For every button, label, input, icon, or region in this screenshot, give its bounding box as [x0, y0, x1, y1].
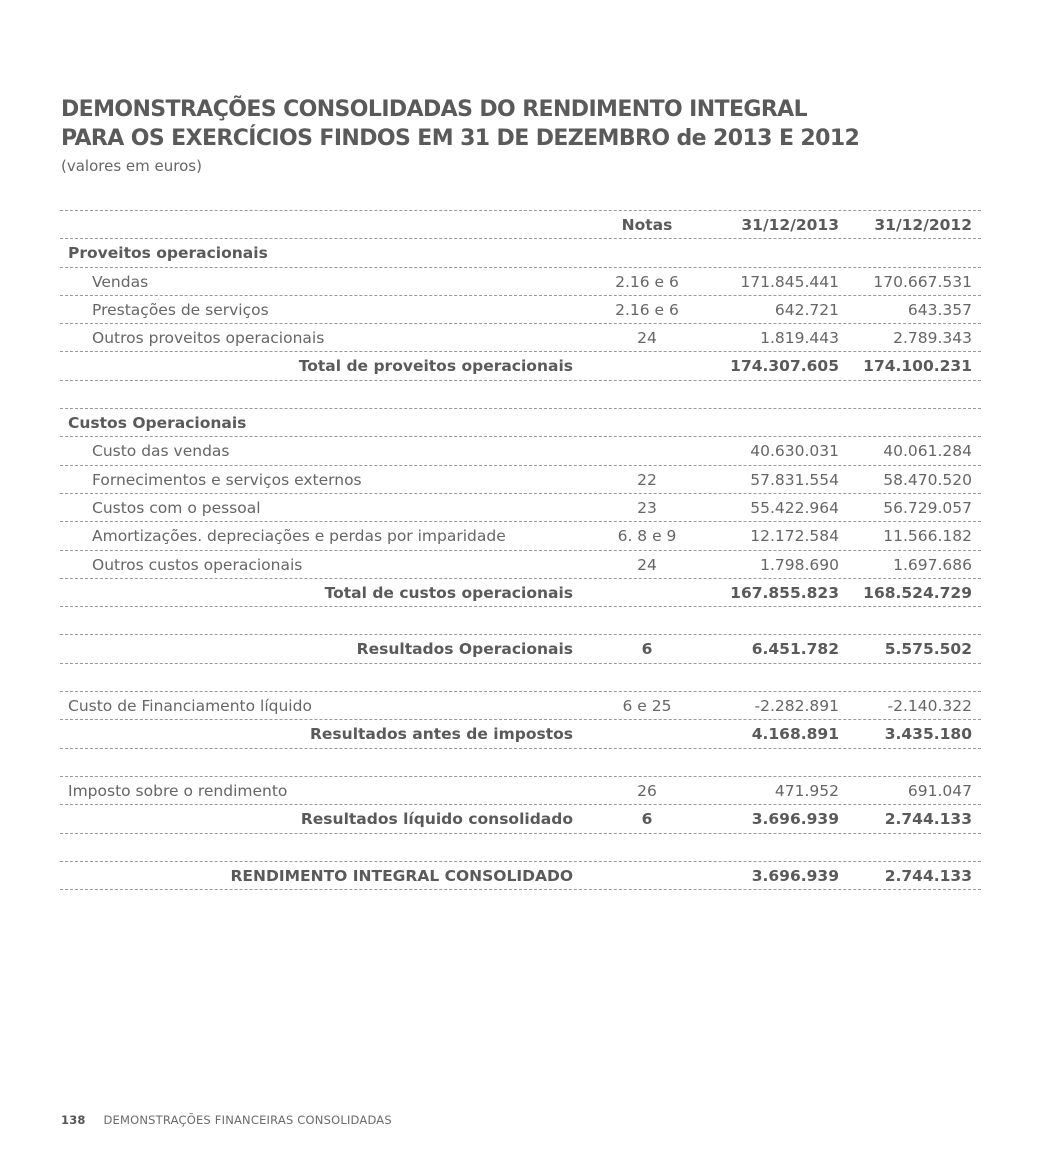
row-value-2013: 167.855.823	[730, 583, 839, 602]
row-notes: 2.16 e 6	[615, 300, 679, 319]
row-label: Outros custos operacionais	[92, 555, 303, 574]
row-value-2012: 168.524.729	[863, 583, 972, 602]
row-notes: 24	[637, 329, 657, 348]
row-label: Total de proveitos operacionais	[298, 357, 573, 376]
row-value-2013: 55.422.964	[750, 498, 839, 517]
table-row	[60, 551, 981, 579]
row-value-2012: 56.729.057	[883, 498, 972, 517]
row-notes: 24	[637, 555, 657, 574]
row-value-2013: 1.819.443	[760, 329, 839, 348]
row-value-2012: 3.435.180	[884, 725, 972, 744]
row-value-2013: 57.831.554	[750, 470, 839, 489]
row-label: Outros proveitos operacionais	[92, 329, 325, 348]
row-value-2012: 2.744.133	[884, 810, 972, 829]
row-value-2012: 174.100.231	[863, 357, 972, 376]
row-notes: 6	[641, 810, 653, 829]
spacer-row	[60, 749, 981, 777]
row-notes: 22	[637, 470, 657, 489]
footer-section-title: DEMONSTRAÇÕES FINANCEIRAS CONSOLIDADAS	[103, 1113, 392, 1127]
total-row	[60, 635, 981, 663]
row-value-2012: 5.575.502	[884, 640, 972, 659]
table-header-row	[60, 211, 981, 239]
header-2012: 31/12/2012	[874, 216, 972, 234]
row-label: RENDIMENTO INTEGRAL CONSOLIDADO	[230, 866, 573, 885]
row-value-2012: 2.744.133	[884, 866, 972, 885]
row-value-2012: 58.470.520	[883, 470, 972, 489]
row-label: Total de custos operacionais	[324, 583, 573, 602]
row-value-2012: 40.061.284	[883, 442, 972, 461]
total-row	[60, 579, 981, 607]
row-value-2012: -2.140.322	[887, 697, 972, 716]
total-row	[60, 720, 981, 748]
row-value-2013: 642.721	[774, 300, 839, 319]
table-row	[60, 324, 981, 352]
spacer-row	[60, 381, 981, 409]
section-heading-row	[60, 239, 981, 267]
row-label: Resultados Operacionais	[356, 640, 573, 659]
table-row	[60, 692, 981, 720]
table-row	[60, 466, 981, 494]
spacer-row	[60, 664, 981, 692]
row-label: Vendas	[92, 272, 149, 291]
row-value-2012: 170.667.531	[873, 272, 972, 291]
row-value-2013: 40.630.031	[750, 442, 839, 461]
row-notes: 6 e 25	[622, 697, 672, 716]
title-line-2: PARA OS EXERCÍCIOS FINDOS EM 31 DE DEZEMBRO de 2013 E 2012	[61, 126, 860, 151]
row-label: Fornecimentos e serviços externos	[92, 470, 362, 489]
table-row	[60, 437, 981, 465]
header-2013: 31/12/2013	[741, 216, 839, 234]
row-label: Amortizações. depreciações e perdas por imparidade	[92, 527, 506, 546]
row-value-2013: 171.845.441	[740, 272, 839, 291]
section-heading-row	[60, 409, 981, 437]
row-value-2013: 12.172.584	[750, 527, 839, 546]
row-value-2013: 4.168.891	[751, 725, 839, 744]
total-row	[60, 352, 981, 380]
row-value-2012: 2.789.343	[893, 329, 972, 348]
row-value-2012: 643.357	[907, 300, 972, 319]
spacer-row	[60, 607, 981, 635]
row-value-2013: 471.952	[774, 781, 839, 800]
row-label: Custos com o pessoal	[92, 498, 261, 517]
row-value-2013: 6.451.782	[751, 640, 839, 659]
spacer-row	[60, 834, 981, 862]
row-label: Prestações de serviços	[92, 300, 269, 319]
page-footer	[61, 1113, 392, 1127]
row-label: Resultados antes de impostos	[309, 725, 573, 744]
row-value-2013: 3.696.939	[751, 810, 839, 829]
row-notes: 6	[641, 640, 653, 659]
row-value-2013: 174.307.605	[730, 357, 839, 376]
row-value-2013: 1.798.690	[760, 555, 839, 574]
row-value-2012: 691.047	[907, 781, 972, 800]
title-line-1: DEMONSTRAÇÕES CONSOLIDADAS DO RENDIMENTO INTEGRAL	[61, 97, 808, 122]
row-value-2012: 1.697.686	[893, 555, 972, 574]
row-label: Proveitos operacionais	[68, 244, 268, 263]
page-subtitle: (valores em euros)	[61, 157, 202, 175]
header-notes: Notas	[621, 216, 673, 234]
row-notes: 6. 8 e 9	[617, 527, 677, 546]
row-label: Imposto sobre o rendimento	[68, 781, 288, 800]
table-row	[60, 522, 981, 550]
income-statement-table	[60, 210, 981, 890]
row-value-2013: 3.696.939	[751, 866, 839, 885]
row-label: Custo de Financiamento líquido	[68, 697, 312, 716]
table-row	[60, 268, 981, 296]
row-value-2012: 11.566.182	[883, 527, 972, 546]
total-row	[60, 805, 981, 833]
table-row	[60, 777, 981, 805]
row-value-2013: -2.282.891	[754, 697, 839, 716]
table-row	[60, 296, 981, 324]
row-label: Custos Operacionais	[68, 414, 247, 433]
row-notes: 2.16 e 6	[615, 272, 679, 291]
row-label: Resultados líquido consolidado	[300, 810, 573, 829]
row-notes: 26	[637, 781, 657, 800]
grand-total-row	[60, 862, 981, 890]
row-label: Custo das vendas	[92, 442, 230, 461]
table-row	[60, 494, 981, 522]
row-notes: 23	[637, 498, 657, 517]
page-title	[61, 95, 859, 153]
page-number: 138	[61, 1113, 86, 1127]
